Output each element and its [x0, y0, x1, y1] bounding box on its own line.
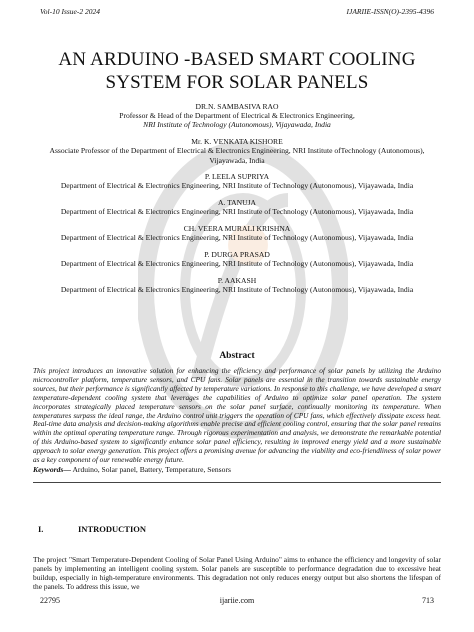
author-list: [45, 102, 429, 302]
issn: IJARIIE-ISSN(O)-2395-4396: [346, 7, 434, 16]
abstract-text: This project introduces an innovative solution for enhancing the efficiency and performance of solar panels by utilizing the Arduino microcontroller platform, temperature sensors, and CPU fans. Solar panels are essential in the transition towards sustainable energy sources, but their performance is significantly affected by temperature variations. In response to this challenge, we have developed a smart temperature-dependent cooling system that leverages the capabilities of Arduino to optimize solar panel operation. The system incorporates strategically placed temperature sensors on the solar panel surface, continually monitoring its temperature. When temperatures surpass the ideal range, the Arduino control unit triggers the operation of CPU fans, which effectively dissipate excess heat. Real-time data analysis and decision-making algorithms enable precise and efficient cooling control, ensuring that the solar panel remains within the optimal operating temperature range. Through rigorous experimentation and analysis, we demonstrate the remarkable potential of this Arduino-based system to significantly enhance solar panel efficiency, resulting in improved energy yield and a more sustainable approach to solar energy generation. This project offers a promising avenue for advancing the viability and eco-friendliness of solar power as a key component of our renewable energy future.: [33, 366, 441, 465]
author-block: [45, 224, 429, 242]
author-affiliation: Department of Electrical & Electronics Engineering, NRI Institute of Technology (Autonomous), Vijayawada, India: [60, 233, 414, 243]
author-block: [45, 250, 429, 268]
author-block: [45, 137, 429, 165]
author-name: P. AAKASH: [217, 275, 257, 285]
keywords-list: Arduino, Solar panel, Battery, Temperature, Sensors: [70, 465, 231, 474]
author-name: DR.N. SAMBASIVA RAO: [195, 102, 279, 111]
title-line-2: SYSTEM FOR SOLAR PANELS: [105, 72, 369, 93]
author-affiliation: Associate Professor of the Department of Electrical & Electronics Engineering, NRI Institute ofTechnology (Autonomous), Vijayawada, India: [49, 146, 425, 165]
author-name: CH. VEERA MURALI KRISHNA: [183, 224, 291, 234]
author-block: [45, 172, 429, 190]
author-affiliation: Department of Electrical & Electronics Engineering, NRI Institute of Technology (Autonomous), Vijayawada, India: [60, 181, 414, 191]
author-name: Mr. K. VENKATA KISHORE: [191, 137, 283, 147]
section-title: INTRODUCTION: [78, 524, 147, 534]
author-affiliation: Professor & Head of the Department of Electrical & Electronics Engineering,: [119, 111, 355, 121]
author-affiliation: Department of Electrical & Electronics Engineering, NRI Institute of Technology (Autonomous), Vijayawada, India: [60, 285, 414, 295]
footer-paper-id: 22795: [40, 596, 60, 605]
section-number: I.: [38, 524, 44, 534]
section-heading: [38, 524, 146, 534]
author-affiliation: Department of Electrical & Electronics Engineering, NRI Institute of Technology (Autonomous), Vijayawada, India: [60, 259, 414, 269]
keywords: [33, 465, 441, 474]
author-name: P. DURGA PRASAD: [204, 249, 270, 259]
introduction-text: The project "Smart Temperature-Dependent Cooling of Solar Panel Using Arduino" aims to enhance the efficiency and longevity of solar panels by implementing an intelligent cooling system. Solar panels are susceptible to performance degradation due to excessive heat buildup, especially in high-temperature environments. This degradation not only reduces energy output but also shortens the lifespan of the panels. To address this issue, we: [33, 555, 441, 591]
page-number: 713: [422, 596, 434, 605]
volume-issue: Vol-10 Issue-2 2024: [40, 7, 100, 16]
author-block: [45, 102, 429, 130]
abstract-heading: Abstract: [219, 351, 255, 361]
author-name: A. TANUJA: [217, 198, 257, 208]
keywords-label: Keywords—: [33, 465, 71, 474]
author-block: [45, 198, 429, 216]
author-affiliation: Department of Electrical & Electronics Engineering, NRI Institute of Technology (Autonomous), Vijayawada, India: [60, 207, 414, 217]
author-block: [45, 276, 429, 294]
section-divider: [33, 482, 441, 483]
author-name: P. LEELA SUPRIYA: [204, 172, 270, 182]
title-line-1: AN ARDUINO -BASED SMART COOLING: [58, 49, 416, 70]
footer-website: ijariie.com: [219, 596, 255, 605]
paper-title: [30, 48, 444, 94]
author-affiliation-line2: NRI Institute of Technology (Autonomous), Vijayawada, India: [143, 120, 331, 130]
